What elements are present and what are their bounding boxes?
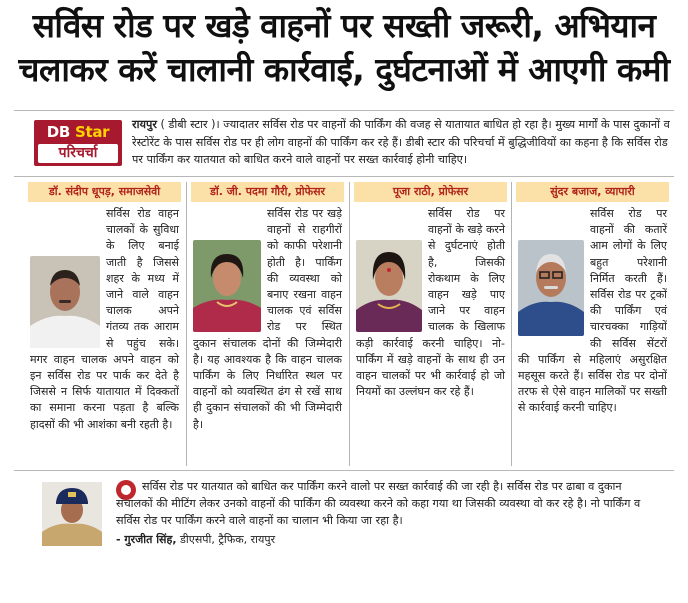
intro-body: ( डीबी स्टार )। ज्यादातर सर्विस रोड पर वाहनों की पार्किंग की वजह से यातायात बाधित हो रहा है। मुख्य मार्गों के पास दुकानों व रेस्टोरेंट के पास सर्विस रोड पर ही लोग वाहनों की पार्किंग कर रहे हैं। डीबी स्टार की परिचर्चा में बुद्धिजीवियों का कहना है कि सर्विस रोड पर पार्किंग कर यातयात को बाधित करने वाले वाहनों पर सख्त कार्रवाई होनी चाहिए। xyxy=(132,118,670,166)
opinion-column-1 xyxy=(24,182,185,466)
opinion-text: सर्विस रोड पर वाहनों के खड़े करने से दुर्घटनाएं होती है, जिसकी रोकथाम के लिए वाहन खड़े पाए जाने पर वाहन चालक के खिलाफ कड़ी कार्रवाई करनी चाहिए। नो-पार्किंग में खड़े वाहनों के साथ ही उन वाहन चालकों पर भी कार्रवाई हो जो नियमों का उल्लंघन कर रहे हैं। xyxy=(356,207,505,399)
divider xyxy=(14,110,674,111)
intro-place: रायपुर xyxy=(132,118,157,131)
person-photo xyxy=(30,256,100,348)
headline-line-1: सर्विस रोड पर खड़े वाहनों पर सख्ती जरूरी, अभियान xyxy=(32,6,656,45)
opinion-text: सर्विस रोड पर वाहनों की कतारें आम लोगों के लिए बहुत परेशानी निर्मित करती हैं। सर्विस रोड पर ट्रकों की पार्किंग एवं चारचक्का गाड़ियों की सर्विस सेंटरों की पार्किंग से महिलाएं असुरक्षित महसूस करते हैं। सर्विस रोड पर दोनों तरफ से ऐसे वाहन मालिकों पर सख्ती से कार्रवाई करनी चाहिए। xyxy=(518,207,667,415)
db-star-logo xyxy=(34,120,122,166)
opinion-column-3 xyxy=(349,182,511,466)
official-quote xyxy=(24,476,664,556)
divider xyxy=(14,470,674,471)
quote-role: डीएसपी, ट्रैफिक, रायपुर xyxy=(176,533,276,546)
person-name: सुंदर बजाज, व्यापारी xyxy=(516,182,669,202)
person-photo xyxy=(193,240,261,332)
headline xyxy=(0,0,688,108)
divider xyxy=(14,176,674,177)
quote-signature xyxy=(116,532,275,547)
person-name: डॉ. जी. पदमा गौरी, प्रोफेसर xyxy=(191,182,344,202)
headline-line-2: चलाकर करें चालानी कार्रवाई, दुर्घटनाओं में आएगी कमी xyxy=(18,50,670,89)
logo-sub: परिचर्चा xyxy=(38,144,118,163)
person-photo xyxy=(356,240,422,332)
logo-brand-star: Star xyxy=(74,123,110,141)
logo-brand: DB xyxy=(46,123,71,141)
person-photo xyxy=(518,240,584,336)
opinion-column-2 xyxy=(186,182,348,466)
person-name: पूजा राठी, प्रोफेसर xyxy=(354,182,507,202)
official-photo xyxy=(42,482,102,546)
opinion-text: सर्विस रोड वाहन चालकों के सुविधा के लिए बनाई जाती है जिससे शहर के मध्य में जाने वाले वाहन चालक अपने गंतव्य तक आराम से पहुंच सके। मगर वाहन चालक अपने वाहन को इन सर्विस रोड पर पार्क कर देते है जिससे न सिर्फ यातायात में दिक्कतों का समाना करना पड़ता है बल्कि हादसों की भी आशंका बनी रहती है। xyxy=(30,207,179,431)
opinion-text: सर्विस रोड पर खड़े वाहनों से राहगीरों को काफी परेशानी होती है। पार्किंग की व्यवस्था को बनाए रखना वाहन चालक एवं सर्विस रोड पर स्थित दुकान संचालक दोनों की जिम्मेदारी है। यह आवश्यक है कि वाहन चालक पार्किंग के लिए निर्धारित स्थल पर वाहनों को व्यवस्थित ढंग से रखें साथ ही दुकान संचालकों की भी जिम्मेदारी है। xyxy=(193,207,342,431)
intro-text xyxy=(132,116,672,169)
opinion-column-4 xyxy=(511,182,673,466)
opinion-columns xyxy=(24,182,672,466)
intro-section xyxy=(24,112,674,172)
quote-text: सर्विस रोड पर यातयात को बाधित कर पार्किंग करने वालो पर सख्त कार्रवाई की जा रही है। सर्विस रोड पर ढाबा व दुकान संचालकों की मीटिंग लेकर उनको वाहनों की पार्किंग की व्यवस्था करने को कहा गया था जिसकी व्यवस्था वो कर रहे है। नो पार्किंग व सर्विस रोड पर पार्किंग करने वाले वाहनों का चालान भी किया जा रहा है। xyxy=(116,480,641,527)
quote-author: - गुरजीत सिंह, xyxy=(116,533,177,546)
person-name: डॉ. संदीप धूपड़, समाजसेवी xyxy=(28,182,181,202)
